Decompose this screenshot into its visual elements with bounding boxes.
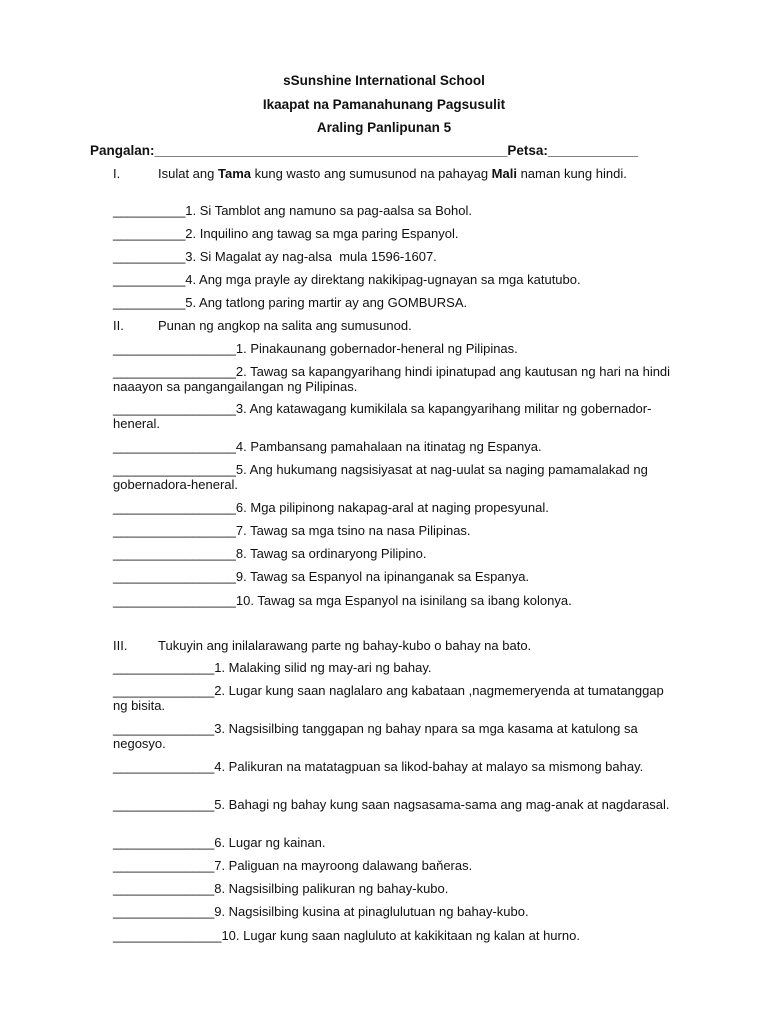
part1-instr-text-a: Isulat ang	[158, 166, 218, 181]
part3-item-8: ______________8. Nagsisilbing palikuran ng bahay-kubo.	[113, 881, 449, 896]
part3-numeral: III.	[113, 638, 128, 653]
part2-item-10: _________________10. Tawag sa mga Espanyol na isinilang sa ibang kolonya.	[113, 593, 572, 608]
part1-numeral: I.	[113, 166, 121, 181]
part1-item-3: __________3. Si Magalat ay nag-alsa mula 1596-1607.	[113, 249, 437, 264]
part2-item-1: _________________1. Pinakaunang gobernador-heneral ng Pilipinas.	[113, 341, 518, 356]
part1-item-2: __________2. Inquilino ang tawag sa mga paring Espanyol.	[113, 226, 459, 241]
part3-item-3: ______________3. Nagsisilbing tanggapan ng bahay npara sa mga kasama at katulong sa negosyo.	[113, 721, 642, 751]
part1-item-5: __________5. Ang tatlong paring martir ay ang GOMBURSA.	[113, 295, 468, 310]
part1-instr-mali: Mali	[491, 166, 517, 181]
part1-instr-text-e: naman kung hindi.	[516, 166, 627, 181]
part3-item-9: ______________9. Nagsisilbing kusina at pinaglulutuan ng bahay-kubo.	[113, 904, 529, 919]
part3-item-10: _______________10. Lugar kung saan nagluluto at kakikitaan ng kalan at hurno.	[113, 928, 580, 943]
part1-instr-text-c: kung wasto ang sumusunod na pahayag	[251, 166, 492, 181]
part3-item-1: ______________1. Malaking silid ng may-ari ng bahay.	[113, 660, 432, 675]
part2-item-6: _________________6. Mga pilipinong nakapag-aral at naging propesyunal.	[113, 500, 549, 515]
part2-instruction: Punan ng angkop na salita ang sumusunod.	[158, 318, 412, 333]
part2-item-4: _________________4. Pambansang pamahalaan na itinatag ng Espanya.	[113, 439, 542, 454]
part3-item-2: ______________2. Lugar kung saan naglalaro ang kabataan ,nagmemeryenda at tumatanggap ng bisita.	[113, 683, 668, 713]
part1-instruction	[158, 166, 668, 181]
part3-item-7: ______________7. Paliguan na mayroong dalawang baňeras.	[113, 858, 473, 873]
subject-title: Araling Panlipunan 5	[316, 120, 452, 135]
part2-item-3: _________________3. Ang katawagang kumikilala sa kapangyarihang militar ng gobernador-heneral.	[113, 401, 652, 431]
part3-item-6: ______________6. Lugar ng kainan.	[113, 835, 326, 850]
part2-item-5: _________________5. Ang hukumang nagsisiyasat at nag-uulat sa naging pamamalakad ng gobernadora-heneral.	[113, 462, 652, 492]
part1-item-4: __________4. Ang mga prayle ay direktang nakikipag-ugnayan sa mga katutubo.	[113, 272, 581, 287]
part2-item-8: _________________8. Tawag sa ordinaryong Pilipino.	[113, 546, 427, 561]
part3-instruction: Tukuyin ang inilalarawang parte ng bahay-kubo o bahay na bato.	[158, 638, 532, 653]
exam-title: Ikaapat na Pamanahunang Pagsusulit	[262, 97, 506, 112]
part2-item-9: _________________9. Tawag sa Espanyol na ipinanganak sa Espanya.	[113, 569, 530, 584]
school-name: sSunshine International School	[283, 73, 485, 88]
part3-item-5: ______________5. Bahagi ng bahay kung saan nagsasama-sama ang mag-anak at nagdarasal.	[113, 797, 670, 812]
part2-item-2: _________________2. Tawag sa kapangyarihang hindi ipinatupad ang kautusan ng hari na hindi naaayon sa pangangailangan ng Pilipinas.	[113, 364, 674, 394]
part2-item-7: _________________7. Tawag sa mga tsino na nasa Pilipinas.	[113, 523, 471, 538]
part1-item-1: __________1. Si Tamblot ang namuno sa pag-aalsa sa Bohol.	[113, 203, 472, 218]
part1-instr-tama: Tama	[218, 166, 251, 181]
name-date-row: Pangalan:_______________________________________________Petsa:____________	[90, 143, 639, 158]
part3-item-4: ______________4. Palikuran na matatagpuan sa likod-bahay at malayo sa mismong bahay.	[113, 759, 644, 774]
part2-numeral: II.	[113, 318, 124, 333]
